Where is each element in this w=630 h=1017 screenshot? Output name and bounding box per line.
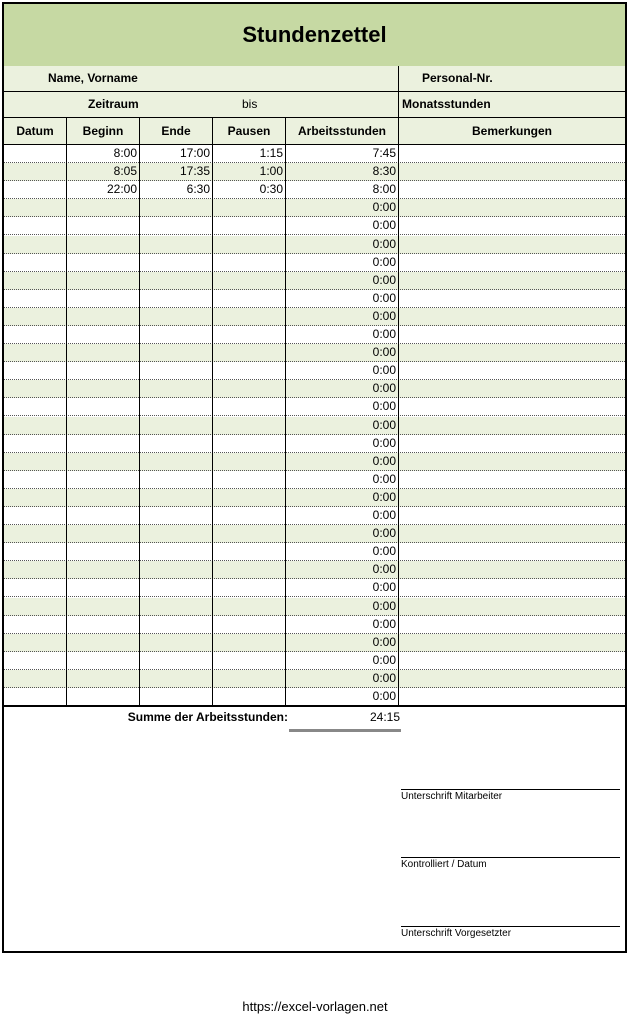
cell-beginn[interactable] — [67, 561, 139, 578]
cell-beginn[interactable] — [67, 471, 139, 488]
personal-nr-label: Personal-Nr. — [422, 71, 493, 85]
cell-datum[interactable] — [4, 326, 66, 343]
cell-pausen[interactable] — [213, 326, 285, 343]
table-row — [4, 579, 625, 597]
cell-bemerkungen[interactable] — [399, 326, 625, 343]
table-row — [4, 380, 625, 398]
col-header-datum: Datum — [16, 124, 54, 138]
col-divider — [398, 118, 399, 706]
col-header-arbeitsstunden: Arbeitsstunden — [297, 124, 386, 138]
table-row — [4, 217, 625, 235]
cell-pausen[interactable] — [213, 344, 285, 361]
cell-bemerkungen[interactable] — [399, 236, 625, 253]
table-row — [4, 326, 625, 344]
cell-ende[interactable] — [140, 326, 212, 343]
cell-pausen[interactable] — [213, 525, 285, 542]
zeitraum-label: Zeitraum — [88, 97, 139, 111]
signature-line-kontrolliert[interactable] — [401, 857, 620, 858]
col-divider — [139, 118, 140, 706]
cell-pausen[interactable] — [213, 417, 285, 434]
cell-beginn[interactable] — [67, 290, 139, 307]
cell-beginn[interactable] — [67, 362, 139, 379]
cell-ende[interactable] — [140, 561, 212, 578]
name-label: Name, Vorname — [48, 71, 138, 85]
cell-bemerkungen[interactable] — [399, 254, 625, 271]
cell-pausen[interactable] — [213, 561, 285, 578]
cell-ende[interactable] — [140, 670, 212, 687]
cell-bemerkungen[interactable] — [399, 272, 625, 289]
cell-ende[interactable] — [140, 489, 212, 506]
cell-ende[interactable] — [140, 634, 212, 651]
cell-bemerkungen[interactable] — [399, 598, 625, 615]
cell-arbeitsstunden[interactable]: 0:00 — [372, 290, 396, 305]
cell-ende[interactable] — [140, 543, 212, 560]
cell-pausen[interactable]: 0:30 — [259, 182, 283, 197]
divider — [398, 66, 399, 91]
cell-bemerkungen[interactable] — [399, 652, 625, 669]
cell-pausen[interactable] — [213, 688, 285, 705]
table-row — [4, 272, 625, 290]
cell-bemerkungen[interactable] — [399, 435, 625, 452]
cell-arbeitsstunden[interactable]: 0:00 — [372, 471, 396, 486]
table-row — [4, 344, 625, 362]
table-row — [4, 670, 625, 688]
cell-beginn[interactable] — [67, 308, 139, 325]
cell-beginn[interactable] — [67, 579, 139, 596]
col-header-pausen: Pausen — [227, 124, 271, 138]
cell-pausen[interactable] — [213, 652, 285, 669]
bis-label: bis — [242, 97, 258, 111]
cell-beginn[interactable] — [67, 670, 139, 687]
table-row — [4, 254, 625, 272]
cell-pausen[interactable] — [213, 308, 285, 325]
cell-bemerkungen[interactable] — [399, 308, 625, 325]
cell-ende[interactable] — [140, 417, 212, 434]
cell-datum[interactable] — [4, 272, 66, 289]
table-row — [4, 398, 625, 416]
cell-beginn[interactable]: 8:00 — [113, 146, 137, 160]
cell-datum[interactable] — [4, 254, 66, 271]
cell-pausen[interactable] — [213, 453, 285, 470]
col-header-beginn: Beginn — [82, 124, 124, 138]
table-row — [4, 688, 625, 706]
cell-pausen[interactable] — [213, 507, 285, 524]
table-row — [4, 489, 625, 507]
table-row — [4, 435, 625, 453]
cell-arbeitsstunden[interactable]: 0:00 — [372, 489, 396, 504]
cell-bemerkungen[interactable] — [399, 181, 625, 198]
cell-bemerkungen[interactable] — [399, 344, 625, 361]
cell-beginn[interactable] — [67, 616, 139, 633]
cell-arbeitsstunden[interactable]: 0:00 — [372, 544, 396, 559]
cell-ende[interactable] — [140, 525, 212, 542]
col-header-ende: Ende — [161, 124, 191, 138]
table-row — [4, 561, 625, 579]
cell-beginn[interactable] — [67, 507, 139, 524]
cell-beginn[interactable] — [67, 543, 139, 560]
signature-label-vorgesetzter: Unterschrift Vorgesetzter — [401, 928, 512, 939]
cell-ende[interactable] — [140, 217, 212, 234]
cell-bemerkungen[interactable] — [399, 453, 625, 470]
table-row — [4, 453, 625, 471]
cell-pausen[interactable] — [213, 634, 285, 651]
header-row-name — [4, 66, 625, 92]
cell-datum[interactable] — [4, 362, 66, 379]
cell-arbeitsstunden[interactable]: 0:00 — [372, 417, 396, 432]
cell-ende[interactable] — [140, 199, 212, 216]
cell-datum[interactable] — [4, 598, 66, 615]
table-bottom-border — [4, 705, 625, 707]
cell-ende[interactable] — [140, 344, 212, 361]
cell-datum[interactable] — [4, 217, 66, 234]
table-row — [4, 236, 625, 254]
cell-ende[interactable] — [140, 308, 212, 325]
cell-ende[interactable] — [140, 579, 212, 596]
cell-arbeitsstunden[interactable]: 0:00 — [372, 345, 396, 360]
cell-bemerkungen[interactable] — [399, 471, 625, 488]
table-row — [4, 163, 625, 181]
cell-datum[interactable] — [4, 380, 66, 397]
cell-beginn[interactable] — [67, 236, 139, 253]
cell-datum[interactable] — [4, 199, 66, 216]
cell-datum[interactable] — [4, 489, 66, 506]
cell-beginn[interactable] — [67, 489, 139, 506]
cell-arbeitsstunden[interactable]: 0:00 — [372, 272, 396, 287]
table-row — [4, 598, 625, 616]
cell-beginn[interactable] — [67, 217, 139, 234]
cell-arbeitsstunden[interactable]: 0:00 — [372, 200, 396, 215]
cell-datum[interactable] — [4, 507, 66, 524]
monatsstunden-label: Monatsstunden — [402, 97, 491, 111]
cell-arbeitsstunden[interactable]: 0:00 — [372, 236, 396, 251]
timesheet — [2, 2, 627, 953]
cell-arbeitsstunden[interactable]: 0:00 — [372, 381, 396, 396]
table-row — [4, 652, 625, 670]
cell-pausen[interactable] — [213, 435, 285, 452]
cell-ende[interactable]: 17:00 — [179, 146, 210, 160]
table-row — [4, 199, 625, 217]
cell-pausen[interactable]: 1:15 — [259, 146, 283, 160]
cell-pausen[interactable] — [213, 199, 285, 216]
cell-ende[interactable] — [140, 398, 212, 415]
cell-datum[interactable] — [4, 308, 66, 325]
cell-arbeitsstunden[interactable]: 0:00 — [372, 598, 396, 613]
cell-pausen[interactable] — [213, 254, 285, 271]
cell-ende[interactable] — [140, 362, 212, 379]
cell-bemerkungen[interactable] — [399, 489, 625, 506]
table-row — [4, 362, 625, 380]
cell-pausen[interactable] — [213, 543, 285, 560]
cell-ende[interactable] — [140, 254, 212, 271]
cell-datum[interactable] — [4, 181, 66, 198]
table-row — [4, 181, 625, 199]
cell-pausen[interactable]: 1:00 — [259, 164, 283, 179]
cell-datum[interactable] — [4, 670, 66, 687]
page-title: Stundenzettel — [4, 4, 625, 67]
cell-bemerkungen[interactable] — [399, 688, 625, 705]
cell-beginn[interactable] — [67, 688, 139, 705]
cell-beginn[interactable] — [67, 344, 139, 361]
cell-arbeitsstunden[interactable]: 0:00 — [372, 453, 396, 468]
cell-pausen[interactable] — [213, 598, 285, 615]
cell-pausen[interactable] — [213, 236, 285, 253]
cell-bemerkungen[interactable] — [399, 290, 625, 307]
cell-beginn[interactable] — [67, 634, 139, 651]
table-row — [4, 634, 625, 652]
cell-ende[interactable] — [140, 688, 212, 705]
cell-bemerkungen[interactable] — [399, 398, 625, 415]
cell-bemerkungen[interactable] — [399, 199, 625, 216]
cell-beginn[interactable] — [67, 435, 139, 452]
header-row-zeitraum — [4, 92, 625, 118]
table-row — [4, 471, 625, 489]
cell-arbeitsstunden[interactable]: 0:00 — [372, 435, 396, 450]
cell-datum[interactable] — [4, 236, 66, 253]
time-entries — [4, 145, 625, 706]
sum-label: Summe der Arbeitsstunden: — [127, 710, 288, 724]
cell-arbeitsstunden[interactable]: 0:00 — [372, 634, 396, 649]
cell-pausen[interactable] — [213, 489, 285, 506]
cell-ende[interactable] — [140, 471, 212, 488]
cell-beginn[interactable] — [67, 398, 139, 415]
cell-beginn[interactable] — [67, 453, 139, 470]
cell-arbeitsstunden[interactable]: 0:00 — [372, 363, 396, 378]
cell-beginn[interactable]: 22:00 — [106, 182, 137, 197]
cell-arbeitsstunden[interactable]: 8:30 — [372, 164, 396, 179]
cell-datum[interactable] — [4, 145, 66, 162]
cell-ende[interactable] — [140, 380, 212, 397]
cell-datum[interactable] — [4, 344, 66, 361]
cell-datum[interactable] — [4, 398, 66, 415]
cell-beginn[interactable] — [67, 417, 139, 434]
cell-bemerkungen[interactable] — [399, 507, 625, 524]
cell-ende[interactable] — [140, 507, 212, 524]
cell-datum[interactable] — [4, 453, 66, 470]
cell-pausen[interactable] — [213, 670, 285, 687]
cell-bemerkungen[interactable] — [399, 616, 625, 633]
cell-datum[interactable] — [4, 290, 66, 307]
cell-arbeitsstunden[interactable]: 0:00 — [372, 526, 396, 541]
column-headers — [4, 118, 625, 145]
cell-arbeitsstunden[interactable]: 0:00 — [372, 616, 396, 631]
table-row — [4, 507, 625, 525]
cell-arbeitsstunden[interactable]: 8:00 — [372, 182, 396, 197]
cell-pausen[interactable] — [213, 362, 285, 379]
cell-ende[interactable] — [140, 453, 212, 470]
cell-beginn[interactable] — [67, 272, 139, 289]
sum-underline — [289, 729, 401, 732]
cell-pausen[interactable] — [213, 398, 285, 415]
cell-pausen[interactable] — [213, 616, 285, 633]
table-row — [4, 145, 625, 163]
cell-datum[interactable] — [4, 417, 66, 434]
cell-ende[interactable] — [140, 598, 212, 615]
cell-arbeitsstunden[interactable]: 0:00 — [372, 308, 396, 323]
cell-bemerkungen[interactable] — [399, 362, 625, 379]
cell-ende[interactable] — [140, 652, 212, 669]
col-header-bemerkungen: Bemerkungen — [471, 124, 553, 138]
cell-datum[interactable] — [4, 163, 66, 180]
cell-arbeitsstunden[interactable]: 0:00 — [372, 670, 396, 685]
cell-pausen[interactable] — [213, 471, 285, 488]
table-row — [4, 308, 625, 326]
cell-bemerkungen[interactable] — [399, 670, 625, 687]
col-divider — [212, 118, 213, 706]
cell-beginn[interactable] — [67, 254, 139, 271]
cell-datum[interactable] — [4, 634, 66, 651]
cell-beginn[interactable] — [67, 525, 139, 542]
cell-pausen[interactable] — [213, 217, 285, 234]
cell-bemerkungen[interactable] — [399, 380, 625, 397]
cell-ende[interactable] — [140, 616, 212, 633]
cell-arbeitsstunden[interactable]: 0:00 — [372, 508, 396, 522]
cell-beginn[interactable] — [67, 598, 139, 615]
cell-ende[interactable]: 17:35 — [179, 164, 210, 179]
cell-pausen[interactable] — [213, 290, 285, 307]
cell-arbeitsstunden[interactable]: 0:00 — [372, 254, 396, 269]
signature-label-mitarbeiter: Unterschrift Mitarbeiter — [401, 791, 503, 802]
cell-datum[interactable] — [4, 435, 66, 452]
cell-arbeitsstunden[interactable]: 0:00 — [372, 580, 396, 595]
cell-beginn[interactable] — [67, 380, 139, 397]
cell-bemerkungen[interactable] — [399, 634, 625, 651]
divider — [398, 92, 399, 117]
cell-arbeitsstunden[interactable]: 0:00 — [372, 689, 396, 703]
cell-arbeitsstunden[interactable]: 0:00 — [372, 652, 396, 667]
cell-bemerkungen[interactable] — [399, 417, 625, 434]
cell-arbeitsstunden[interactable]: 0:00 — [372, 562, 396, 577]
cell-datum[interactable] — [4, 561, 66, 578]
table-row — [4, 616, 625, 634]
footer-url[interactable]: https://excel-vorlagen.net — [242, 999, 388, 1014]
cell-datum[interactable] — [4, 543, 66, 560]
cell-bemerkungen[interactable] — [399, 579, 625, 596]
cell-datum[interactable] — [4, 688, 66, 705]
cell-ende[interactable]: 6:30 — [186, 182, 210, 197]
signature-line-vorgesetzter[interactable] — [401, 926, 620, 927]
sum-value: 24:15 — [369, 710, 400, 724]
cell-arbeitsstunden[interactable]: 7:45 — [372, 146, 396, 160]
cell-bemerkungen[interactable] — [399, 525, 625, 542]
cell-pausen[interactable] — [213, 272, 285, 289]
col-divider — [285, 118, 286, 706]
signature-label-kontrolliert: Kontrolliert / Datum — [401, 859, 487, 870]
cell-ende[interactable] — [140, 290, 212, 307]
cell-arbeitsstunden[interactable]: 0:00 — [372, 218, 396, 233]
cell-datum[interactable] — [4, 579, 66, 596]
cell-bemerkungen[interactable] — [399, 217, 625, 234]
cell-pausen[interactable] — [213, 380, 285, 397]
cell-bemerkungen[interactable] — [399, 561, 625, 578]
cell-datum[interactable] — [4, 525, 66, 542]
cell-bemerkungen[interactable] — [399, 145, 625, 162]
cell-ende[interactable] — [140, 435, 212, 452]
cell-datum[interactable] — [4, 652, 66, 669]
cell-bemerkungen[interactable] — [399, 543, 625, 560]
table-row — [4, 290, 625, 308]
table-row — [4, 417, 625, 435]
cell-beginn[interactable] — [67, 326, 139, 343]
cell-ende[interactable] — [140, 272, 212, 289]
cell-datum[interactable] — [4, 471, 66, 488]
cell-pausen[interactable] — [213, 579, 285, 596]
cell-beginn[interactable] — [67, 652, 139, 669]
cell-ende[interactable] — [140, 236, 212, 253]
cell-arbeitsstunden[interactable]: 0:00 — [372, 399, 396, 414]
cell-datum[interactable] — [4, 616, 66, 633]
cell-bemerkungen[interactable] — [399, 163, 625, 180]
cell-beginn[interactable]: 8:05 — [113, 164, 137, 179]
cell-arbeitsstunden[interactable]: 0:00 — [372, 327, 396, 341]
table-row — [4, 543, 625, 561]
cell-beginn[interactable] — [67, 199, 139, 216]
signature-line-mitarbeiter[interactable] — [401, 789, 620, 790]
table-row — [4, 525, 625, 543]
col-divider — [66, 118, 67, 706]
